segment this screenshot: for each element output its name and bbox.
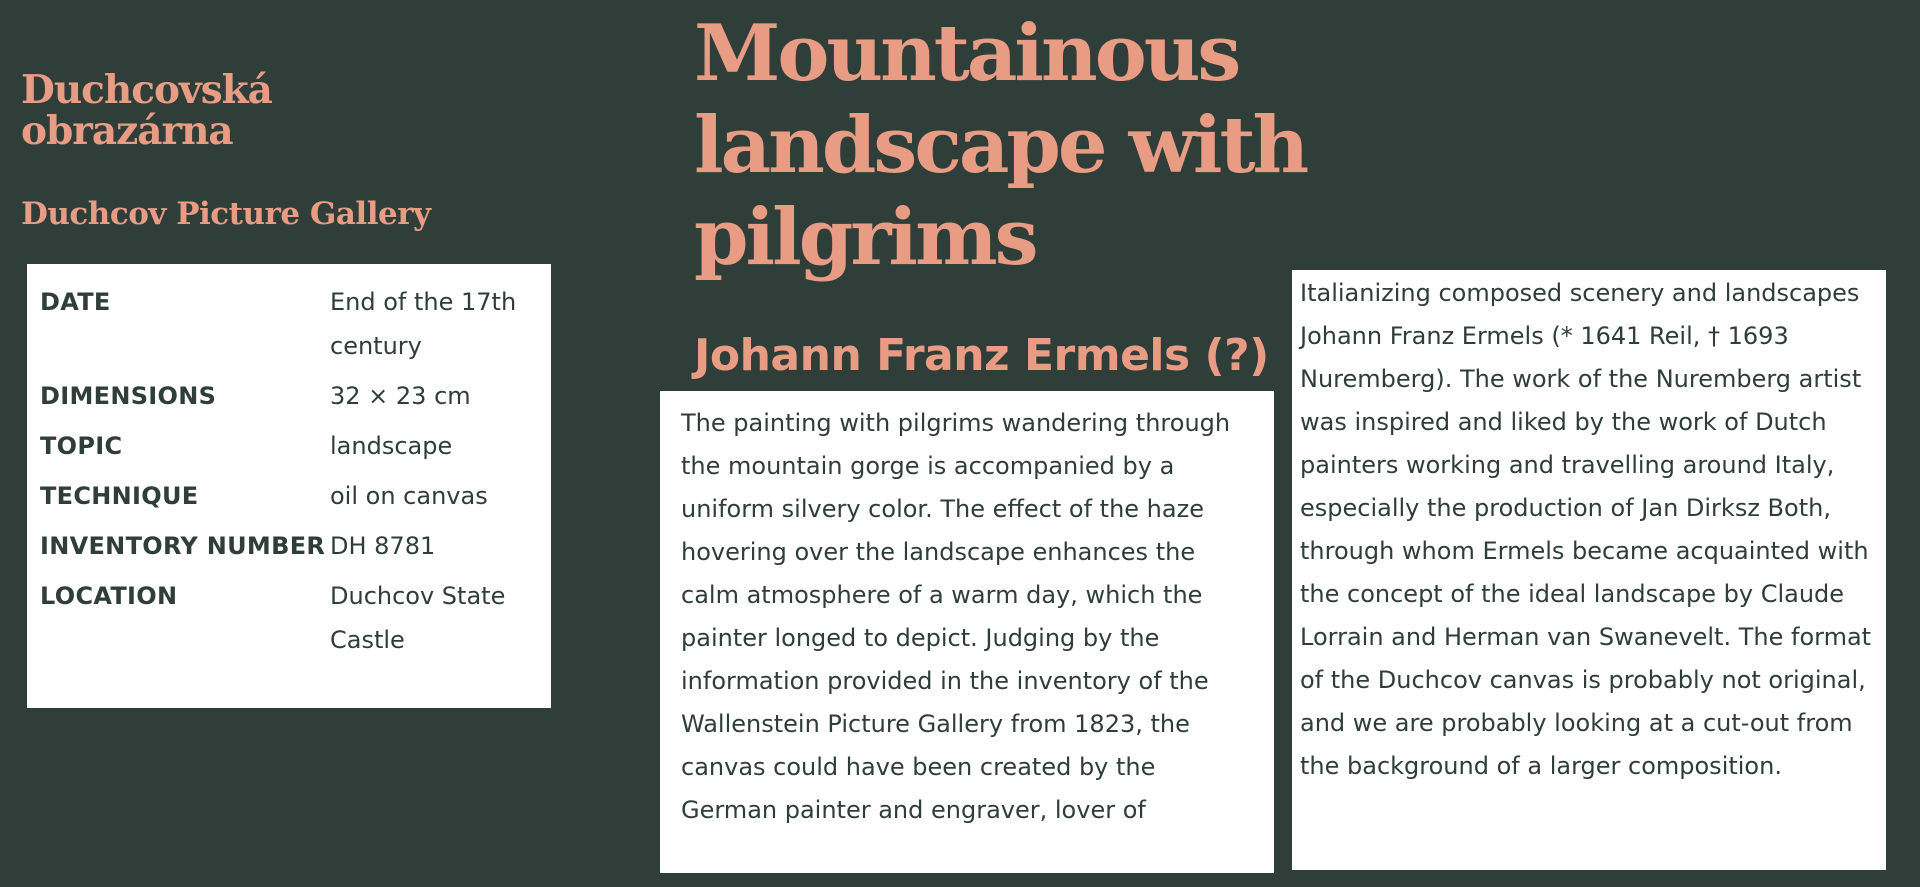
detail-label: DIMENSIONS <box>40 382 217 410</box>
detail-label: TOPIC <box>40 432 123 460</box>
detail-row-topic <box>40 418 545 468</box>
description-text-left: The painting with pilgrims wandering through the mountain gorge is accompanied by a uniform silvery color. The effect of the haze hovering over the landscape enhances the calm atmosphere of a warm day, which the painter longed to depict. Judging by the information provided in the inventory of the Wallenstein Picture Gallery from 1823, the canvas could have been created by the German painter and engraver, lover of <box>681 409 1231 824</box>
artwork-details-card <box>27 264 551 708</box>
detail-row-inventory-number <box>40 518 545 568</box>
detail-row-dimensions <box>40 368 545 418</box>
description-text-right: Italianizing composed scenery and landscapes Johann Franz Ermels (* 1641 Reil, † 1693 Nuremberg). The work of the Nuremberg artist was inspired and liked by the work of Dutch painters working and travelling around Italy, especially the production of Jan Dirksz Both, through whom Ermels became acquainted with the concept of the ideal landscape by Claude Lorrain and Herman van Swanevelt. The format of the Duchcov canvas is probably not original, and we are probably looking at a cut-out from the background of a larger composition. <box>1300 279 1872 780</box>
artwork-title: Mountainous landscape with pilgrims <box>694 8 1307 283</box>
detail-label: TECHNIQUE <box>40 482 199 510</box>
detail-label: DATE <box>40 288 111 316</box>
detail-value: DH 8781 <box>330 532 436 560</box>
detail-value: 32 × 23 cm <box>330 382 471 410</box>
detail-value: landscape <box>330 432 453 460</box>
detail-label: LOCATION <box>40 582 178 610</box>
description-card-left <box>660 391 1274 873</box>
artwork-details-table <box>40 280 545 662</box>
detail-value: Duchcov State Castle <box>330 582 506 654</box>
detail-row-date <box>40 280 545 368</box>
artist-name: Johann Franz Ermels (?) <box>694 330 1269 381</box>
detail-label: INVENTORY NUMBER <box>40 532 326 560</box>
description-card-right <box>1292 270 1886 870</box>
detail-row-technique <box>40 468 545 518</box>
detail-value: End of the 17th century <box>330 288 517 360</box>
detail-value: oil on canvas <box>330 482 488 510</box>
gallery-subtitle: Duchcov Picture Gallery <box>21 196 431 232</box>
detail-row-location <box>40 568 545 662</box>
gallery-name: Duchcovská obrazárna <box>21 67 272 154</box>
